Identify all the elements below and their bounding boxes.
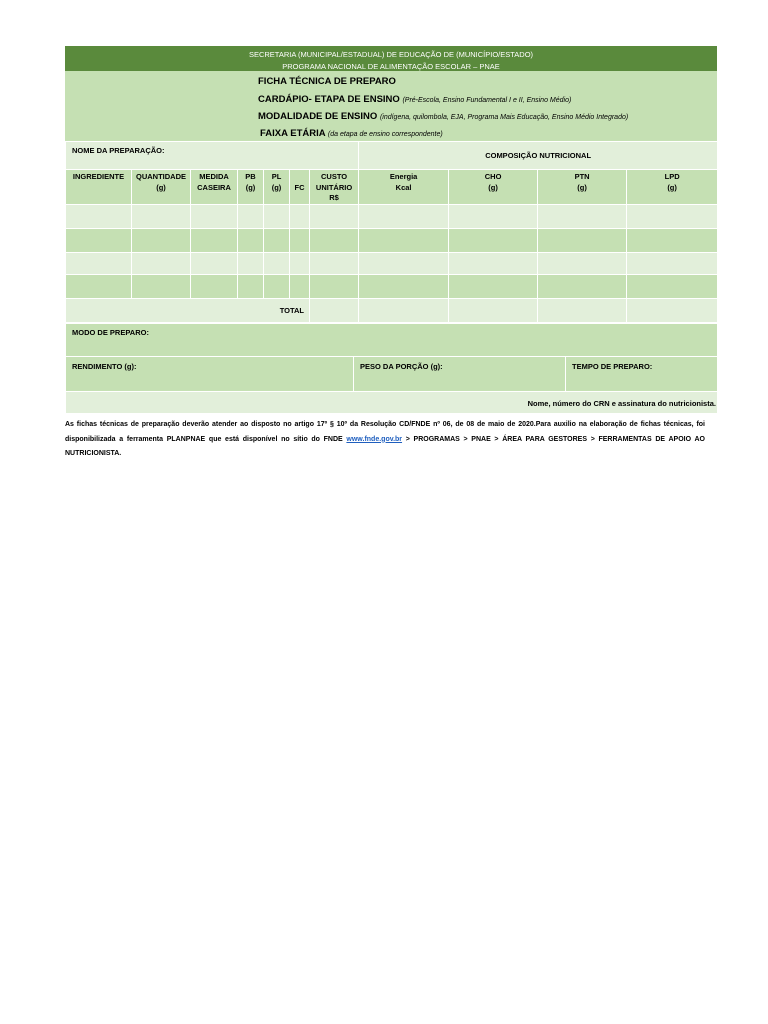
column-header-line	[290, 172, 309, 183]
ficha-tecnica-form	[65, 46, 717, 414]
column-header-line: R$	[329, 193, 339, 202]
title-ficha	[258, 76, 396, 87]
footnote-text: As fichas técnicas de preparação deverão atender ao disposto no artigo 17º § 10º da Resolução CD/FNDE nº 06, de 08 de maio de 2020.Para auxilio na elaboração de fichas técnicas, foi disponibilizada a ferramenta PLANPNAE que está disponível no sítio do FNDE	[65, 421, 705, 443]
column-header-row	[66, 170, 718, 205]
column-header-line: UNITÁRIO	[315, 182, 353, 192]
column-header-line	[238, 193, 263, 204]
column-header-line	[627, 193, 717, 204]
title-modalidade-text: MODALIDADE DE ENSINO	[258, 111, 378, 122]
column-header	[310, 170, 359, 205]
total-label: TOTAL	[66, 299, 310, 323]
title-faixa-text: FAIXA ETÁRIA	[260, 128, 326, 139]
table-row[interactable]	[66, 205, 718, 229]
column-header-line	[191, 193, 237, 204]
rendimento-field[interactable]: RENDIMENTO (g):	[66, 357, 354, 392]
table-row[interactable]	[66, 229, 718, 253]
title-modalidade-detail: (indígena, quilombola, EJA, Programa Mais Educação, Ensino Médio Integrado)	[379, 114, 629, 121]
column-header-line: INGREDIENTE	[72, 172, 125, 181]
column-header-line: PB	[245, 172, 256, 181]
column-header-line: CASEIRA	[197, 182, 231, 192]
composicao-nutricional-header: COMPOSIÇÃO NUTRICIONAL	[359, 142, 718, 170]
column-header-line	[132, 193, 190, 204]
column-header-line: (g)	[488, 182, 498, 192]
column-header	[538, 170, 627, 205]
column-header-line	[359, 193, 448, 204]
column-header-line: CUSTO	[320, 172, 348, 181]
title-cardapio-text: CARDÁPIO- ETAPA DE ENSINO	[258, 94, 400, 105]
column-header-line	[66, 193, 131, 204]
column-header-line: PL	[271, 172, 282, 181]
column-header-line: (g)	[667, 182, 677, 192]
title-ficha-text: FICHA TÉCNICA DE PREPARO	[258, 76, 396, 87]
table-row[interactable]	[66, 275, 718, 299]
column-header	[191, 170, 238, 205]
column-header-line: QUANTIDADE	[136, 172, 186, 181]
column-header-line	[264, 193, 289, 204]
tempo-preparo-field[interactable]: TEMPO DE PREPARO:	[566, 357, 718, 392]
column-header-line: CHO	[484, 172, 502, 181]
column-header-line: (g)	[577, 182, 587, 192]
table-row[interactable]	[66, 253, 718, 275]
column-header-line	[66, 183, 131, 194]
column-header-line	[449, 193, 537, 204]
nome-preparacao-field[interactable]: NOME DA PREPARAÇÃO:	[66, 142, 359, 170]
title-cardapio-detail: (Pré-Escola, Ensino Fundamental I e II, Ensino Médio)	[402, 97, 572, 104]
column-header-line: (g)	[245, 182, 256, 192]
ingredients-table	[65, 141, 718, 323]
column-header	[238, 170, 264, 205]
column-header	[449, 170, 538, 205]
column-header-line: PTN	[574, 172, 590, 181]
column-header-line	[538, 193, 626, 204]
modo-preparo-field[interactable]: MODO DE PREPARO:	[66, 324, 718, 357]
column-header-line	[290, 193, 309, 204]
column-header	[627, 170, 718, 205]
peso-porcao-field[interactable]: PESO DA PORÇÃO (g):	[354, 357, 566, 392]
title-cardapio	[258, 94, 571, 105]
title-modalidade	[258, 111, 628, 122]
preparo-table	[65, 323, 718, 414]
form-header	[65, 46, 717, 71]
column-header-line: FC	[294, 182, 305, 192]
fnde-link[interactable]: www.fnde.gov.br	[346, 435, 403, 443]
footnote	[65, 418, 705, 462]
column-header-line: LPD	[664, 172, 680, 181]
title-faixa-detail: (da etapa de ensino correspondente)	[327, 131, 443, 138]
total-row	[66, 299, 718, 323]
column-header	[132, 170, 191, 205]
column-header-line: Kcal	[395, 182, 412, 192]
header-secretaria: SECRETARIA (MUNICIPAL/ESTADUAL) DE EDUCAÇÃO DE (MUNICÍPIO/ESTADO)	[248, 50, 534, 59]
assinatura-nutricionista[interactable]: Nome, número do CRN e assinatura do nutricionista.	[66, 392, 718, 414]
column-header	[359, 170, 449, 205]
titles-block	[65, 71, 717, 141]
column-header-line: (g)	[156, 182, 166, 192]
column-header-line: Energia	[389, 172, 418, 181]
column-header-line: (g)	[271, 182, 282, 192]
column-header	[66, 170, 132, 205]
column-header	[264, 170, 290, 205]
header-programa: PROGRAMA NACIONAL DE ALIMENTAÇÃO ESCOLAR – PNAE	[282, 62, 500, 71]
column-header	[290, 170, 310, 205]
footnote-path: > PROGRAMAS > PNAE > ÁREA PARA GESTORES > FERRAMENTAS DE APOIO AO NUTRICIONISTA.	[65, 435, 705, 457]
title-faixa	[260, 128, 443, 139]
column-header-line: MEDIDA	[199, 172, 229, 181]
